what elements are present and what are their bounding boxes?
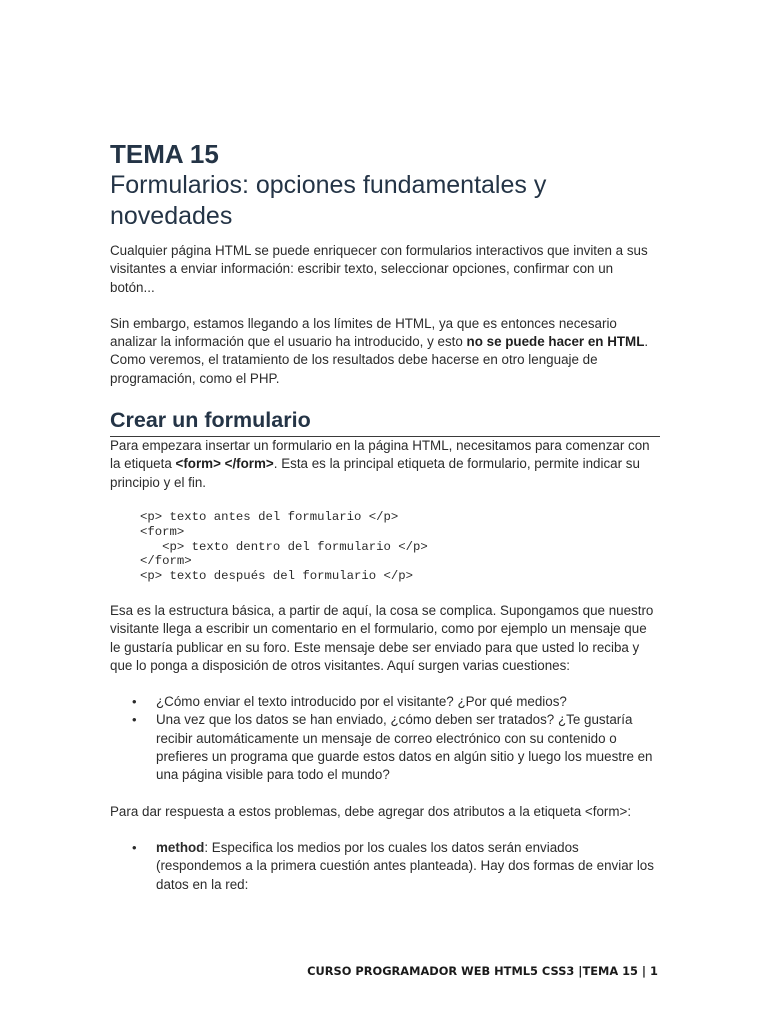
page-footer: CURSO PROGRAMADOR WEB HTML5 CSS3 |TEMA 15 | 1 <box>307 964 658 978</box>
code-line: <p> texto antes del formulario </p> <box>140 509 399 524</box>
attributes-list <box>110 839 660 894</box>
section-paragraph-2: Esa es la estructura básica, a partir de aquí, la cosa se complica. Supongamos que nuestro visitante llega a escribir un comentario en el formulario, como por ejemplo un mensaje que le gustaría publicar en su foro. Este mensaje debe ser enviado para que usted lo reciba y que lo ponga a disposición de otros visitantes. Aquí surgen varias cuestiones: <box>110 602 654 673</box>
intro-paragraph-2-bold: no se puede hacer en HTML <box>466 334 645 350</box>
topic-title <box>110 170 660 232</box>
code-line: <p> texto dentro del formulario </p> <box>140 539 428 554</box>
form-tag-bold: <form> </form> <box>175 456 274 472</box>
code-example <box>140 510 660 584</box>
topic-number-heading: TEMA 15 <box>110 139 219 169</box>
list-item <box>110 839 660 894</box>
bullet-icon: • <box>132 694 137 710</box>
intro-paragraph-2-start: Sin embargo, estamos llegando a los límites de HTML, ya que es entonces necesario analizar la información que el usuario ha introducido, y esto <box>110 315 617 350</box>
code-line: </form> <box>140 554 192 569</box>
section-paragraph-3: Para dar respuesta a estos problemas, debe agregar dos atributos a la etiqueta <form>: <box>110 803 632 819</box>
topic-title-line-2: novedades <box>110 202 233 230</box>
list-item-text: Una vez que los datos se han enviado, ¿cómo deben ser tratados? ¿Te gustaría recibir automáticamente un mensaje de correo electrónico con su contenido o prefieres un programa que guarde estos datos en algún sitio y luego los muestre en una página visible para todo el mundo? <box>156 712 653 783</box>
list-item <box>110 711 660 784</box>
list-item <box>110 693 660 711</box>
section-paragraph-1-start: Para empezara insertar un formulario en la página HTML, necesitamos para comenzar con la etiqueta <box>110 438 650 472</box>
method-attribute-text: : Especifica los medios por los cuales los datos serán enviados (respondemos a la primera cuestión antes planteada). Hay dos formas de enviar los datos en la red: <box>156 839 654 892</box>
list-item-text: ¿Cómo enviar el texto introducido por el visitante? ¿Por qué medios? <box>156 694 567 710</box>
intro-paragraph-2-end: . Como veremos, el tratamiento de los resultados debe hacerse en otro lenguaje de programación, como el PHP. <box>110 334 649 386</box>
section-paragraph-1-end: . Esta es la principal etiqueta de formulario, permite indicar su principio y el fin. <box>110 456 640 490</box>
topic-title-line-1: Formularios: opciones fundamentales y <box>110 171 547 199</box>
method-attribute-bold: method <box>156 839 205 855</box>
bullet-icon: • <box>132 712 137 728</box>
intro-paragraph-1: Cualquier página HTML se puede enriquecer con formularios interactivos que inviten a sus visitantes a enviar información: escribir texto, seleccionar opciones, confirmar con un botón... <box>110 243 648 295</box>
document-page <box>110 138 660 912</box>
code-line: <p> texto después del formulario </p> <box>140 569 414 584</box>
code-line: <form> <box>140 524 185 539</box>
intro-paragraph-2 <box>110 315 660 388</box>
questions-list <box>110 693 660 784</box>
section-paragraph-1 <box>110 437 660 492</box>
section-title: Crear un formulario <box>110 406 660 437</box>
bullet-icon: • <box>132 839 137 855</box>
